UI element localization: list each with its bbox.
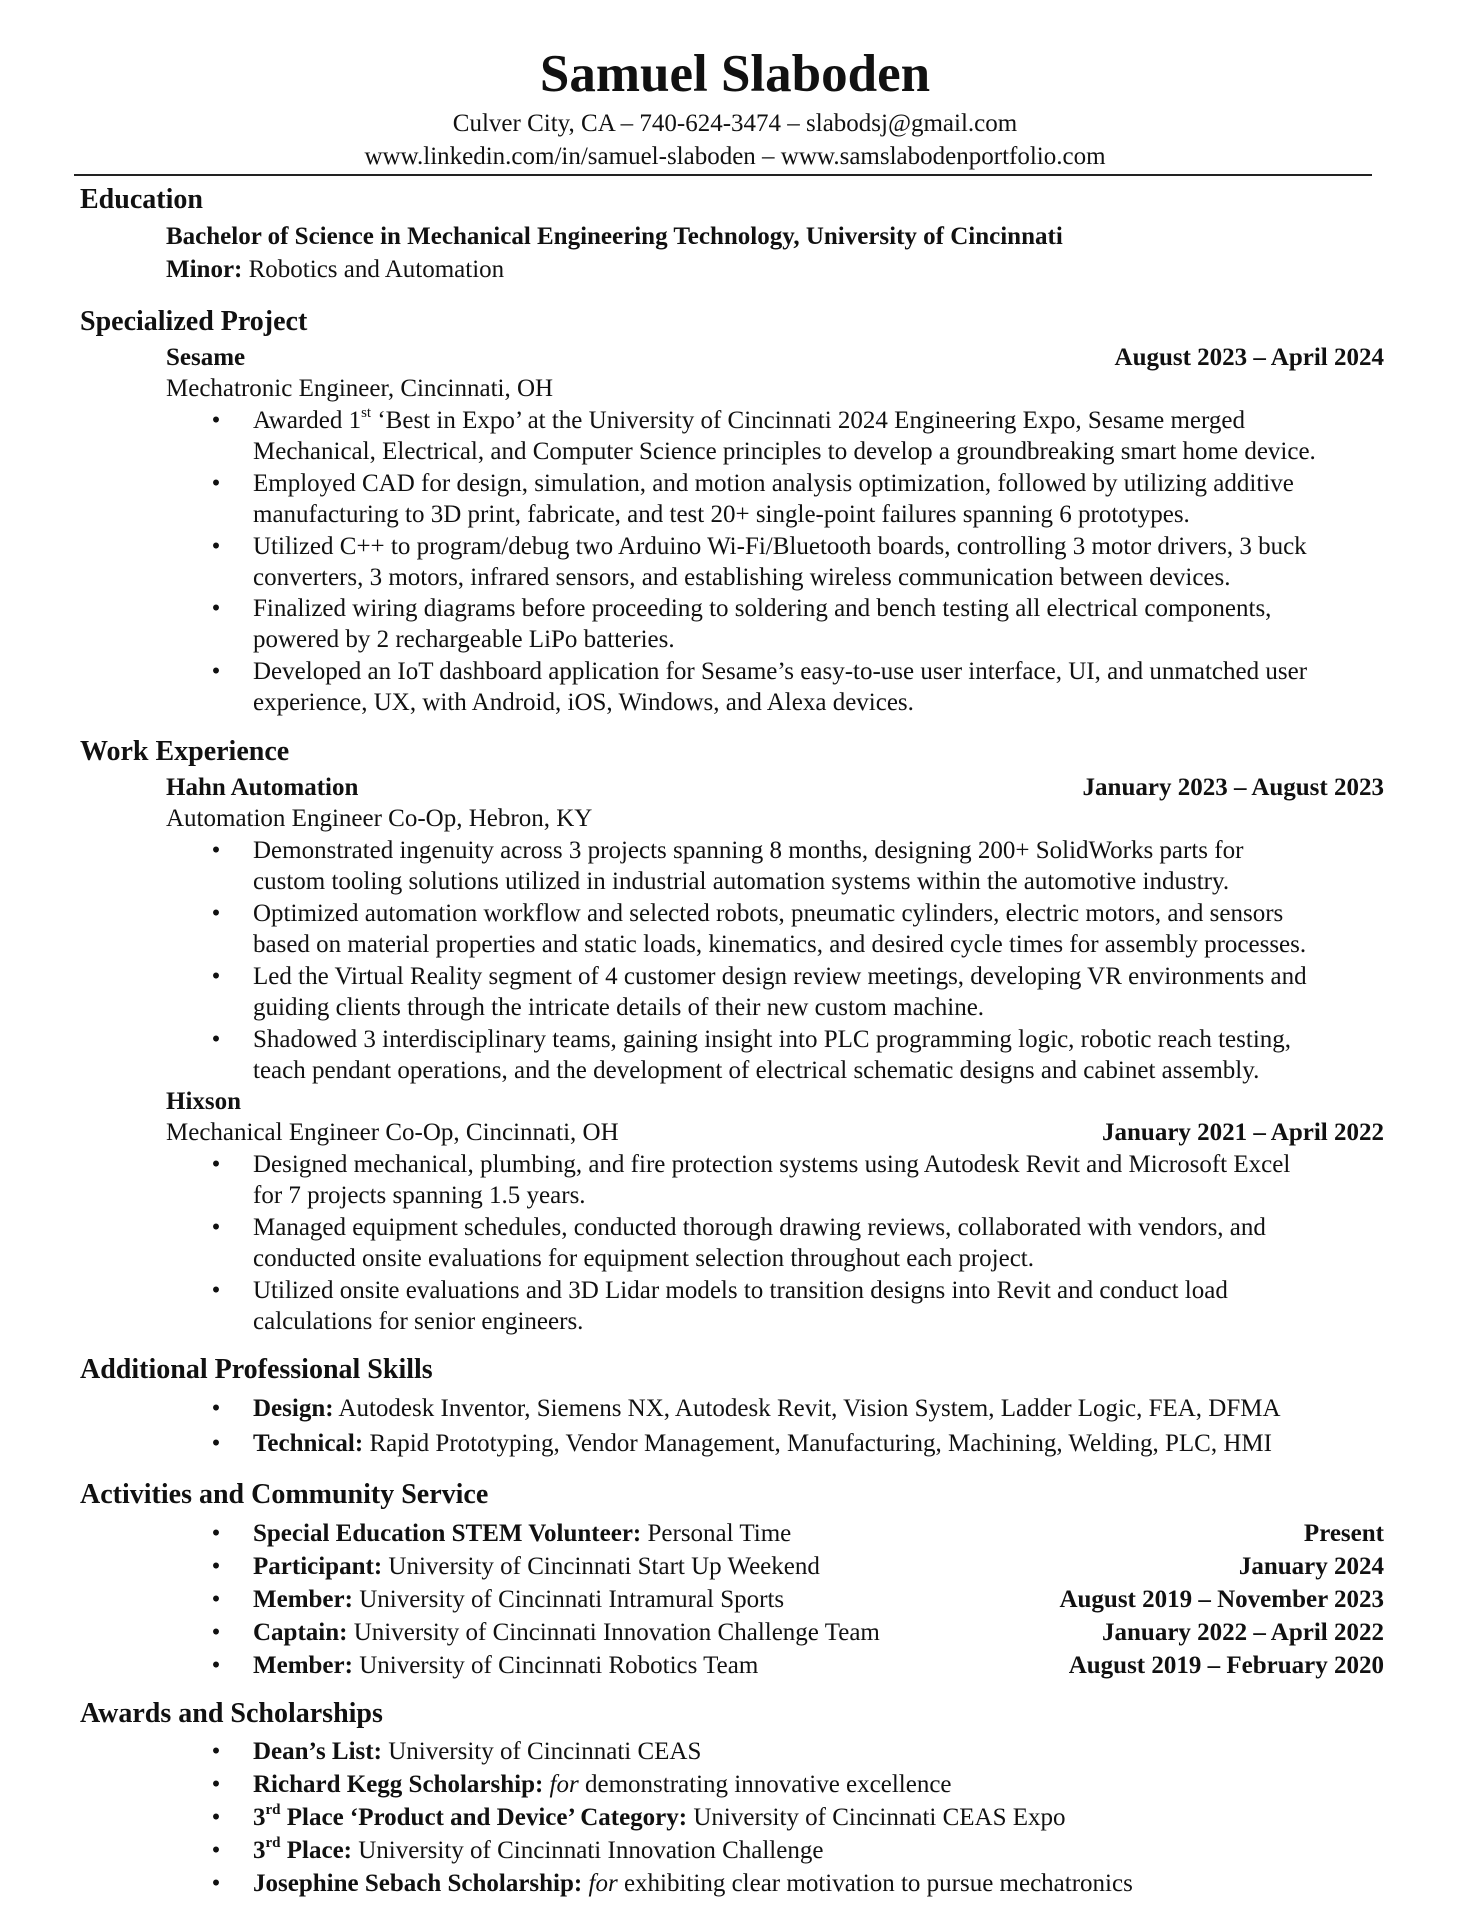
bullet-icon: • — [211, 470, 221, 497]
bullet-icon: • — [211, 1586, 221, 1613]
bullet-icon: • — [211, 900, 221, 927]
activity-item: Special Education STEM Volunteer: Personal Time — [253, 1520, 792, 1547]
project-bullet-3-line-2: converters, 3 motors, infrared sensors, and establishing wireless communication between devices. — [253, 564, 1231, 591]
activity-date: Present — [1303, 1520, 1384, 1547]
project-bullet-4-line-2: powered by 2 rechargeable LiPo batteries. — [253, 626, 675, 653]
skills-technical: Technical: Rapid Prototyping, Vendor Management, Manufacturing, Machining, Welding, PLC, HMI — [253, 1430, 1272, 1457]
award-item: 3rd Place ‘Product and Device’ Category: University of Cincinnati CEAS Expo — [253, 1801, 1066, 1831]
bullet-icon: • — [211, 837, 221, 864]
bullet-icon: • — [211, 1553, 221, 1580]
project-name: Sesame — [166, 344, 246, 371]
bullet-icon: • — [211, 1771, 221, 1798]
header-divider — [74, 174, 1372, 176]
section-title-work: Work Experience — [80, 736, 290, 767]
project-bullet-4-line-1: Finalized wiring diagrams before proceeding to soldering and bench testing all electrical components, — [253, 595, 1272, 622]
award-item: Dean’s List: University of Cincinnati CEAS — [253, 1738, 702, 1765]
hixson-bullet-1-line-2: for 7 projects spanning 1.5 years. — [253, 1182, 586, 1209]
skills-design: Design: Autodesk Inventor, Siemens NX, Autodesk Revit, Vision System, Ladder Logic, FEA, DFMA — [253, 1395, 1281, 1422]
bullet-icon: • — [211, 1151, 221, 1178]
activity-date: August 2019 – February 2020 — [1068, 1652, 1384, 1679]
hixson-bullet-2-line-1: Managed equipment schedules, conducted thorough drawing reviews, collaborated with vendors, and — [253, 1214, 1266, 1241]
project-bullet-5-line-1: Developed an IoT dashboard application for Sesame’s easy-to-use user interface, UI, and unmatched user — [253, 658, 1308, 685]
hixson-bullet-2-line-2: conducted onsite evaluations for equipment selection throughout each project. — [253, 1245, 1035, 1272]
bullet-icon: • — [211, 658, 221, 685]
bullet-icon: • — [211, 533, 221, 560]
minor — [166, 254, 504, 285]
section-title-education: Education — [80, 184, 203, 215]
section-title-skills: Additional Professional Skills — [80, 1354, 433, 1385]
hahn-company: Hahn Automation — [166, 774, 359, 801]
contact-line-1: Culver City, CA – 740-624-3474 – slabodsj@gmail.com — [452, 110, 1018, 137]
hahn-bullet-3-line-1: Led the Virtual Reality segment of 4 customer design review meetings, developing VR environments and — [253, 963, 1307, 990]
hahn-bullet-4-line-2: teach pendant operations, and the development of electrical schematic designs and cabinet assembly. — [253, 1057, 1260, 1084]
activity-item: Captain: University of Cincinnati Innovation Challenge Team — [253, 1619, 880, 1646]
hahn-role: Automation Engineer Co-Op, Hebron, KY — [166, 805, 593, 832]
bullet-icon: • — [211, 1026, 221, 1053]
candidate-name: Samuel Slaboden — [539, 45, 931, 103]
hahn-dates: January 2023 – August 2023 — [1082, 774, 1384, 801]
award-item: Josephine Sebach Scholarship: for exhibiting clear motivation to pursue mechatronics — [253, 1870, 1133, 1897]
activity-date: January 2022 – April 2022 — [1102, 1619, 1384, 1646]
activity-date: January 2024 — [1238, 1553, 1384, 1580]
hixson-bullet-3-line-2: calculations for senior engineers. — [253, 1308, 584, 1335]
hahn-bullet-3-line-2: guiding clients through the intricate details of their new custom machine. — [253, 994, 985, 1021]
award-item: 3rd Place: University of Cincinnati Innovation Challenge — [253, 1834, 824, 1864]
activity-item: Member: University of Cincinnati Robotics Team — [253, 1652, 759, 1679]
bullet-icon: • — [211, 1520, 221, 1547]
minor-value: Robotics and Automation — [242, 256, 505, 283]
activity-date: August 2019 – November 2023 — [1059, 1586, 1384, 1613]
section-title-awards: Awards and Scholarships — [80, 1698, 383, 1729]
section-title-project: Specialized Project — [80, 306, 308, 337]
activity-item: Participant: University of Cincinnati Start Up Weekend — [253, 1553, 820, 1580]
hahn-bullet-2-line-1: Optimized automation workflow and selected robots, pneumatic cylinders, electric motors, and sensors — [253, 900, 1284, 927]
hixson-dates: January 2021 – April 2022 — [1102, 1119, 1384, 1146]
bullet-icon: • — [211, 1652, 221, 1679]
bullet-icon: • — [211, 1870, 221, 1897]
project-bullet-2-line-1: Employed CAD for design, simulation, and motion analysis optimization, followed by utilizing additive — [253, 470, 1294, 497]
hahn-bullet-1-line-2: custom tooling solutions utilized in industrial automation systems within the automotive industry. — [253, 868, 1230, 895]
bullet-icon: • — [211, 1395, 221, 1422]
bullet-icon: • — [211, 1214, 221, 1241]
project-role: Mechatronic Engineer, Cincinnati, OH — [166, 375, 554, 402]
bullet-icon: • — [211, 1430, 221, 1457]
project-bullet-5-line-2: experience, UX, with Android, iOS, Windows, and Alexa devices. — [253, 689, 914, 716]
project-bullet-1-line-1: Awarded 1st ‘Best in Expo’ at the University of Cincinnati 2024 Engineering Expo, Sesame merged — [253, 404, 1245, 434]
contact-line-2: www.linkedin.com/in/samuel-slaboden – www.samslabodenportfolio.com — [364, 143, 1106, 170]
bullet-icon: • — [211, 1277, 221, 1304]
bullet-icon: • — [211, 407, 221, 434]
bullet-icon: • — [211, 1804, 221, 1831]
project-bullet-3-line-1: Utilized C++ to program/debug two Arduino Wi-Fi/Bluetooth boards, controlling 3 motor drivers, 3 buck — [253, 533, 1307, 560]
hixson-company: Hixson — [166, 1088, 242, 1115]
minor-label: Minor: — [166, 256, 243, 283]
bullet-icon: • — [211, 595, 221, 622]
hahn-bullet-2-line-2: based on material properties and static loads, kinematics, and desired cycle times for assembly processes. — [253, 931, 1307, 958]
hixson-bullet-3-line-1: Utilized onsite evaluations and 3D Lidar models to transition designs into Revit and conduct load — [253, 1277, 1228, 1304]
hahn-bullet-1-line-1: Demonstrated ingenuity across 3 projects spanning 8 months, designing 200+ SolidWorks parts for — [253, 837, 1244, 864]
bullet-icon: • — [211, 963, 221, 990]
project-bullet-1-line-2: Mechanical, Electrical, and Computer Science principles to develop a groundbreaking smart home device. — [253, 438, 1316, 465]
hahn-bullet-4-line-1: Shadowed 3 interdisciplinary teams, gaining insight into PLC programming logic, robotic reach testing, — [253, 1026, 1292, 1053]
project-bullet-2-line-2: manufacturing to 3D print, fabricate, and test 20+ single-point failures spanning 6 prototypes. — [253, 501, 1190, 528]
hixson-bullet-1-line-1: Designed mechanical, plumbing, and fire protection systems using Autodesk Revit and Microsoft Excel — [253, 1151, 1291, 1178]
award-item: Richard Kegg Scholarship: for demonstrating innovative excellence — [253, 1771, 952, 1798]
section-title-activities: Activities and Community Service — [80, 1479, 489, 1510]
hixson-role: Mechanical Engineer Co-Op, Cincinnati, OH — [166, 1119, 619, 1146]
activity-item: Member: University of Cincinnati Intramural Sports — [253, 1586, 785, 1613]
bullet-icon: • — [211, 1738, 221, 1765]
bullet-icon: • — [211, 1837, 221, 1864]
degree: Bachelor of Science in Mechanical Engineering Technology, University of Cincinnati — [166, 223, 1063, 250]
bullet-icon: • — [211, 1619, 221, 1646]
project-dates: August 2023 – April 2024 — [1114, 344, 1384, 371]
